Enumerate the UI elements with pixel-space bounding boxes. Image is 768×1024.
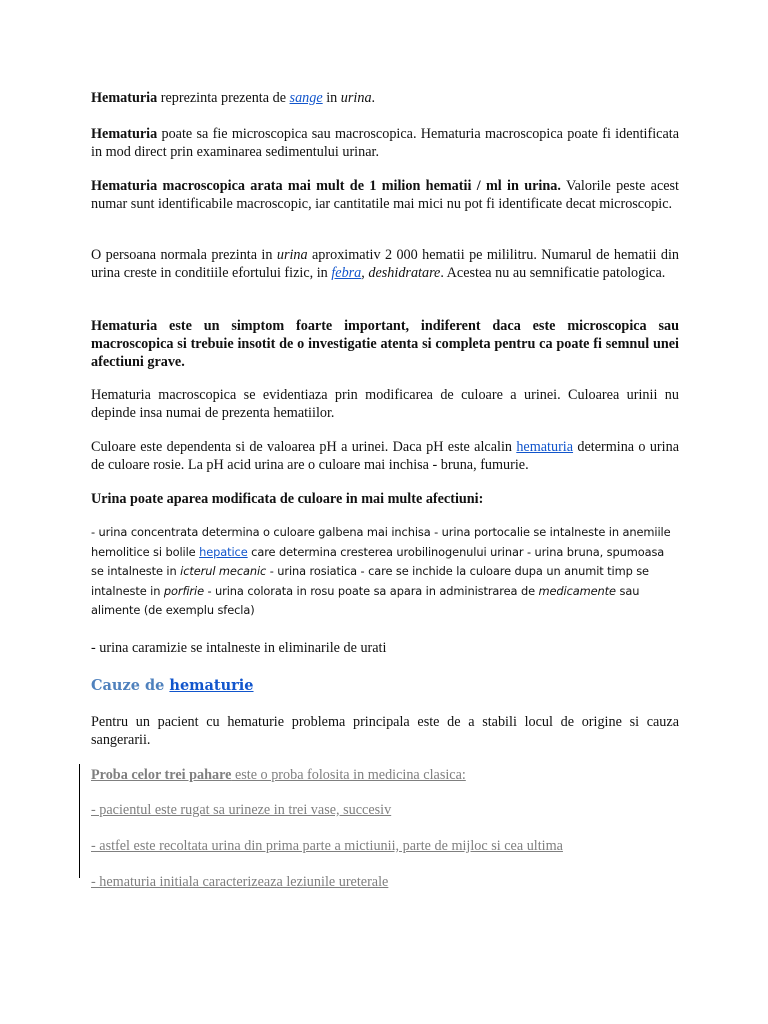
link-hematurie[interactable]: hematurie — [169, 677, 254, 694]
quote-line-initiala: - hematuria initiala caracterizeaza leziunile ureterale — [91, 874, 389, 890]
paragraph-color-change: Hematuria macroscopica se evidentiaza prin modificarea de culoare a urinei. Culoarea urinii nu depinde insa numai de prezenta hematiilor. — [91, 387, 679, 421]
link-sange[interactable]: sange — [289, 90, 323, 106]
quote-border-line — [79, 764, 80, 878]
paragraph-urati: - urina caramizie se intalneste in eliminarile de urati — [91, 640, 387, 656]
paragraph-normal-values: O persoana normala prezinta in urina aproximativ 2 000 hematii pe mililitru. Numarul de hematii din urina creste in conditiile efortului fizic, in febra, deshidratare. Acestea nu au semnificatie patologica. — [91, 247, 679, 281]
quote-line-vase: - pacientul este rugat sa urineze in trei vase, succesiv — [91, 802, 392, 818]
section-heading-cauze: Cauze de hematurie — [91, 677, 254, 694]
paragraph-definition: Hematuria reprezinta prezenta de sange in urina. — [91, 90, 376, 106]
quote-line-proba: Proba celor trei pahare este o proba folosita in medicina clasica: — [91, 767, 466, 783]
paragraph-ph: Culoare este dependenta si de valoarea pH a urinei. Daca pH este alcalin hematuria determina o urina de culoare rosie. La pH acid urina are o culoare mai inchisa - bruna, fumurie. — [91, 439, 679, 473]
paragraph-macroscopic: Hematuria macroscopica arata mai mult de 1 milion hematii / ml in urina. Valorile peste acest numar sunt identificabile macroscopic, iar cantitatile mai mici nu pot fi identificate decat microscopic. — [91, 178, 679, 212]
link-hepatice[interactable]: hepatice — [199, 544, 248, 559]
link-febra[interactable]: febra — [331, 265, 362, 281]
paragraph-types: Hematuria poate sa fie microscopica sau macroscopica. Hematuria macroscopica poate fi identificata in mod direct prin examinarea sedimentului urinar. — [91, 126, 679, 160]
paragraph-pacient: Pentru un pacient cu hematurie problema principala este de a stabili locul de origine si cauza sangerarii. — [91, 714, 679, 748]
paragraph-important-symptom: Hematuria este un simptom foarte important, indiferent daca este microscopica sau macroscopica si trebuie insotit de o investigatie atenta si completa pentru ca poate fi semnul unei afectiuni grave. — [91, 318, 679, 370]
quote-line-recoltata: - astfel este recoltata urina din prima parte a mictiunii, parte de mijloc si cea ultima — [91, 838, 563, 854]
paragraph-color-affections-heading: Urina poate aparea modificata de culoare in mai multe afectiuni: — [91, 491, 484, 507]
paragraph-color-list: - urina concentrata determina o culoare galbena mai inchisa - urina portocalie se intalneste in anemiile hemolitice si bolile hepatice care determina cresterea urobilinogenului urinar - urina bruna, spumoasa se intalneste in icterul mecanic - urina rosiatica - care se inchide la culoare dupa un anumit timp se intalneste in porfirie - urina colorata in rosu poate sa apara in administrarea de medicamente sau alimente (de exemplu sfecla) — [91, 525, 671, 618]
link-hematuria[interactable]: hematuria — [516, 439, 574, 455]
